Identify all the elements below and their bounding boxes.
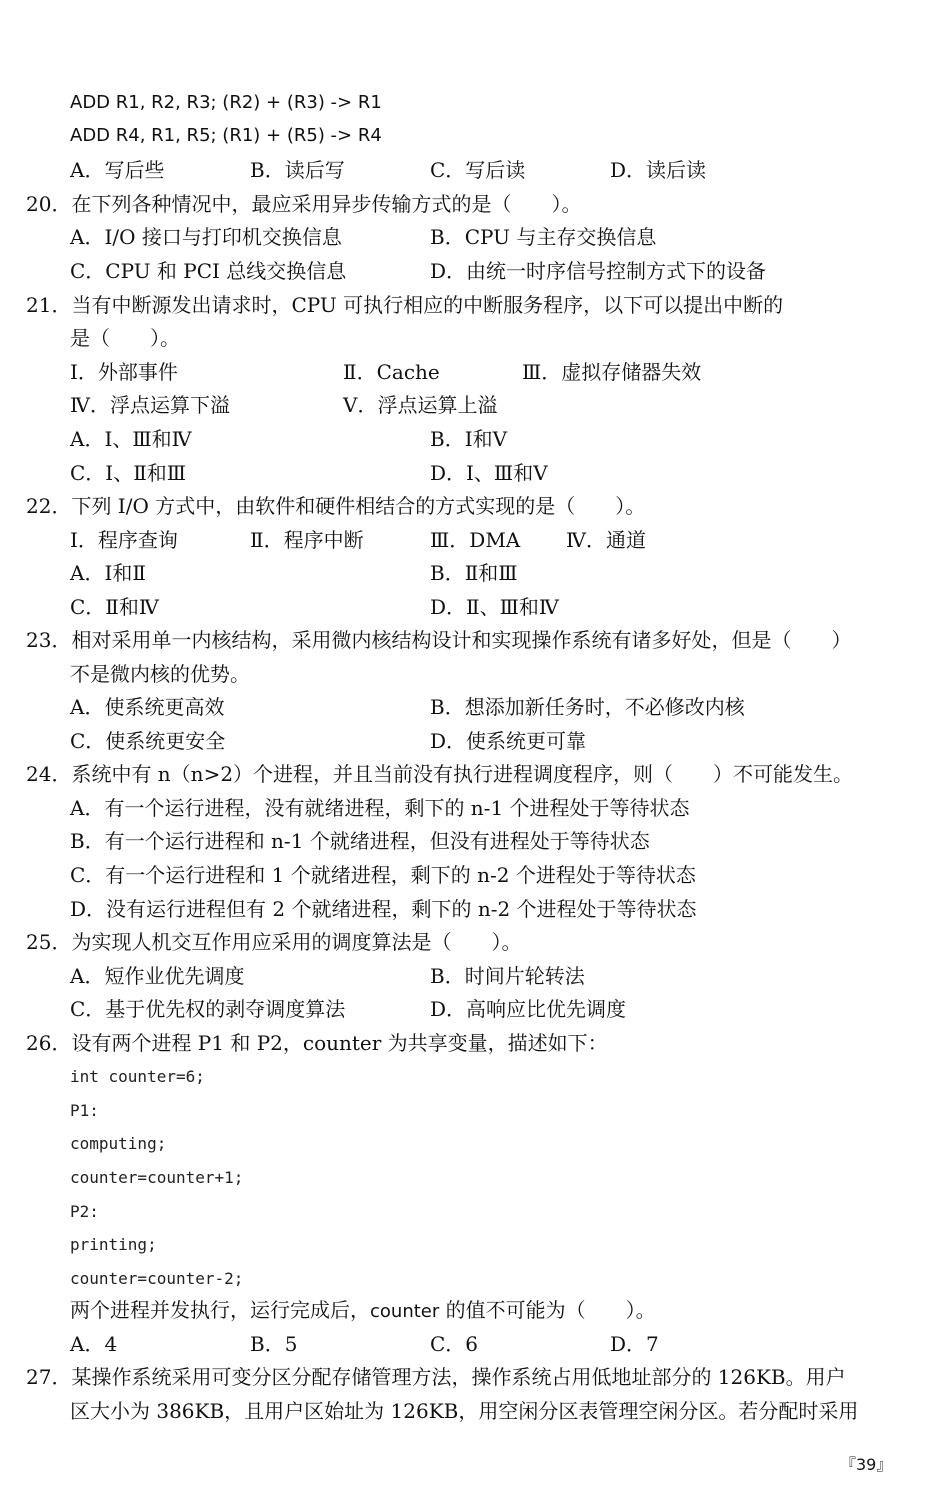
item-2: Ⅱ．Cache <box>343 360 440 384</box>
option-c: C．CPU 和 PCI 总线交换信息 <box>70 259 347 283</box>
code-line: ADD R1, R2, R3; (R2) + (R3) -> R1 <box>70 92 382 113</box>
code-line: P1: <box>70 1101 99 1120</box>
option-b: B．Ⅱ和Ⅲ <box>430 561 518 585</box>
item-5: Ⅴ．浮点运算上溢 <box>343 393 498 417</box>
option-d: D．7 <box>610 1332 659 1356</box>
question-stem-cont: 是（ ）。 <box>70 326 180 350</box>
follow-text-pre: 两个进程并发执行，运行完成后， <box>70 1298 370 1322</box>
item-2: Ⅱ．程序中断 <box>250 528 364 552</box>
option-b: B．读后写 <box>250 158 345 182</box>
follow-text-word: counter <box>370 1301 440 1322</box>
option-b: B．想添加新任务时，不必修改内核 <box>430 695 745 719</box>
code-line: computing; <box>70 1134 167 1153</box>
option-b: B．5 <box>250 1332 298 1356</box>
option-b: B．时间片轮转法 <box>430 964 585 988</box>
option-c: C．使系统更安全 <box>70 729 226 753</box>
code-line: P2: <box>70 1202 99 1221</box>
option-c: C．Ⅱ和Ⅳ <box>70 595 159 619</box>
option-c: C．有一个运行进程和 1 个就绪进程，剩下的 n-2 个进程处于等待状态 <box>70 863 696 887</box>
option-c: C．基于优先权的剥夺调度算法 <box>70 997 346 1021</box>
question-stem: 24．系统中有 n（n>2）个进程，并且当前没有执行进程调度程序，则（ ）不可能发生。 <box>26 762 854 786</box>
option-a: A．I/O 接口与打印机交换信息 <box>70 225 342 249</box>
option-a: A．Ⅰ、Ⅲ和Ⅳ <box>70 427 192 451</box>
code-line: int counter=6; <box>70 1067 205 1086</box>
option-d: D．没有运行进程但有 2 个就绪进程，剩下的 n-2 个进程处于等待状态 <box>70 897 697 921</box>
question-stem: 27．某操作系统采用可变分区分配存储管理方法，操作系统占用低地址部分的 126KB。用户 <box>26 1365 846 1389</box>
option-d: D．Ⅱ、Ⅲ和Ⅳ <box>430 595 559 619</box>
code-line: counter=counter+1; <box>70 1168 244 1187</box>
question-stem: 20．在下列各种情况中，最应采用异步传输方式的是（ ）。 <box>26 192 582 216</box>
option-a: A．写后些 <box>70 158 165 182</box>
option-d: D．Ⅰ、Ⅲ和Ⅴ <box>430 461 548 485</box>
question-stem: 26．设有两个进程 P1 和 P2，counter 为共享变量，描述如下： <box>26 1031 608 1055</box>
code-line: printing; <box>70 1235 157 1254</box>
option-d: D．使系统更可靠 <box>430 729 587 753</box>
page-number: 『39』 <box>840 1455 893 1474</box>
item-3: Ⅲ．DMA <box>430 528 521 552</box>
option-a: A．短作业优先调度 <box>70 964 245 988</box>
question-stem: 21．当有中断源发出请求时，CPU 可执行相应的中断服务程序，以下可以提出中断的 <box>26 293 784 317</box>
option-a: A．Ⅰ和Ⅱ <box>70 561 146 585</box>
option-d: D．读后读 <box>610 158 707 182</box>
option-c: C．写后读 <box>430 158 526 182</box>
option-d: D．由统一时序信号控制方式下的设备 <box>430 259 767 283</box>
question-follow-up <box>70 1295 656 1325</box>
option-a: A．4 <box>70 1332 118 1356</box>
item-3: Ⅲ．虚拟存储器失效 <box>522 360 702 384</box>
code-line: ADD R4, R1, R5; (R1) + (R5) -> R4 <box>70 125 382 146</box>
item-4: Ⅳ．通道 <box>566 528 646 552</box>
option-a: A．使系统更高效 <box>70 695 225 719</box>
code-line: counter=counter-2; <box>70 1269 244 1288</box>
option-b: B．有一个运行进程和 n-1 个就绪进程，但没有进程处于等待状态 <box>70 829 650 853</box>
option-c: C．6 <box>430 1332 479 1356</box>
question-stem-cont: 不是微内核的优势。 <box>70 662 250 686</box>
option-b: B．CPU 与主存交换信息 <box>430 225 657 249</box>
item-1: Ⅰ．程序查询 <box>70 528 178 552</box>
question-stem: 23．相对采用单一内核结构，采用微内核结构设计和实现操作系统有诸多好处，但是（ ） <box>26 628 852 652</box>
question-stem: 22．下列 I/O 方式中，由软件和硬件相结合的方式实现的是（ ）。 <box>26 494 646 518</box>
option-b: B．Ⅰ和Ⅴ <box>430 427 508 451</box>
item-1: Ⅰ．外部事件 <box>70 360 178 384</box>
option-d: D．高响应比优先调度 <box>430 997 627 1021</box>
option-c: C．Ⅰ、Ⅱ和Ⅲ <box>70 461 187 485</box>
question-stem: 25．为实现人机交互作用应采用的调度算法是（ ）。 <box>26 930 522 954</box>
option-a: A．有一个运行进程，没有就绪进程，剩下的 n-1 个进程处于等待状态 <box>70 796 690 820</box>
item-4: Ⅳ．浮点运算下溢 <box>70 393 230 417</box>
follow-text-post: 的值不可能为（ ）。 <box>439 1298 656 1322</box>
question-stem-cont: 区大小为 386KB，且用户区始址为 126KB，用空闲分区表管理空闲分区。若分配时采用 <box>70 1399 859 1423</box>
